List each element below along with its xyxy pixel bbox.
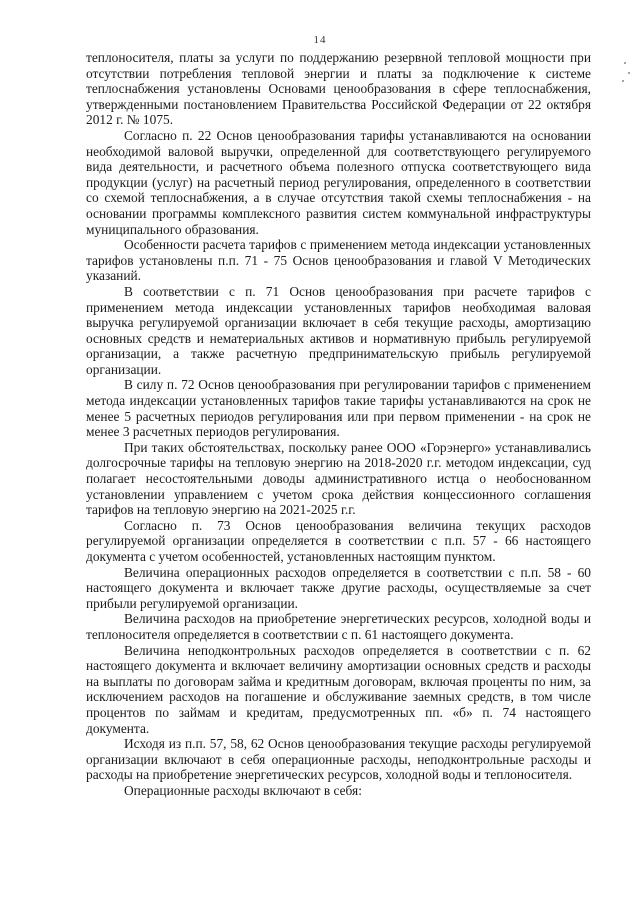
paragraph-item-71: В соответствии с п. 71 Основ ценообразования при расчете тарифов с применением метода индексации установленных тарифов необходимая валовая выручка регулируемой организации включает в себя текущие расходы, амортизацию основных средств и нематериальных активов и нормативную прибыль регулируемой организации, а также расчетную предпринимательскую прибыль регулируемой организации. <box>86 283 591 377</box>
paragraph-energy-resources: Величина расходов на приобретение энергетических ресурсов, холодной воды и теплоносителя определяется в соответствии с п. 61 настоящего документа. <box>86 611 591 642</box>
paragraph-item-72: В силу п. 72 Основ ценообразования при регулировании тарифов с применением метода индексации установленных тарифов такие тарифы устанавливаются на срок не менее 5 расчетных периодов регулирования или при первом применении - на срок не менее 3 расчетных периодов регулирования. <box>86 377 591 440</box>
paragraph-continuation: теплоносителя, платы за услуги по поддержанию резервной тепловой мощности при отсутствии потребления тепловой энергии и платы за подключение к системе теплоснабжения установлены Основами ценообразования в сфере теплоснабжения, утвержденными постановлением Правительства Российской Федерации от 22 октября 2012 г. № 1075. <box>86 50 591 128</box>
paragraph-item-22: Согласно п. 22 Основ ценообразования тарифы устанавливаются на основании необходимой валовой выручки, определенной для соответствующего регулируемого вида деятельности, и расчетного объема полезного отпуска соответствующего вида продукции (услуг) на расчетный период регулирования, определенного в соответствии со схемой теплоснабжения, а в случае отсутствия такой схемы теплоснабжения - на основании программы комплексного развития систем коммунальной инфраструктуры муниципального образования. <box>86 127 591 237</box>
page-number: 14 <box>313 34 327 46</box>
scan-edge-marks <box>620 60 632 90</box>
paragraph-current-expenses: Исходя из п.п. 57, 58, 62 Основ ценообразования текущие расходы регулируемой организации включают в себя операционные расходы, неподконтрольные расходы и расходы на приобретение энергетических ресурсов, холодной воды и теплоносителя. <box>86 736 591 783</box>
paragraph-operating-expenses: Величина операционных расходов определяется в соответствии с п.п. 58 - 60 настоящего документа и включает также другие расходы, осуществляемые за счет прибыли регулируемой организации. <box>86 564 591 611</box>
paragraph-court-conclusion: При таких обстоятельствах, поскольку ранее ООО «Горэнерго» устанавливались долгосрочные тарифы на тепловую энергию на 2018-2020 г.г. методом индексации, суд полагает несостоятельными доводы административного истца о необоснованном установлении управлением с учетом срока действия концессионного соглашения тарифов на тепловую энергию на 2021-2025 г.г. <box>86 439 591 518</box>
paragraph-indexation-features: Особенности расчета тарифов с применением метода индексации установленных тарифов установлены п.п. 71 - 75 Основ ценообразования и главой V Методических указаний. <box>86 237 591 284</box>
paragraph-operating-list-intro: Операционные расходы включают в себя: <box>124 782 362 798</box>
paragraph-item-73: Согласно п. 73 Основ ценообразования величина текущих расходов регулируемой организации определяется в соответствии с п.п. 57 - 66 настоящего документа с учетом особенностей, установленных настоящим пунктом. <box>86 517 591 564</box>
paragraph-uncontrolled-expenses: Величина неподконтрольных расходов определяется в соответствии с п. 62 настоящего документа и включает величину амортизации основных средств и расходы на выплаты по договорам займа и кредитным договорам, включая проценты по ним, за исключением расходов на погашение и обслуживание заемных средств, в том числе процентов по займам и кредитам, предусмотренных пп. «б» п. 74 настоящего документа. <box>86 642 591 736</box>
document-body <box>86 50 591 799</box>
